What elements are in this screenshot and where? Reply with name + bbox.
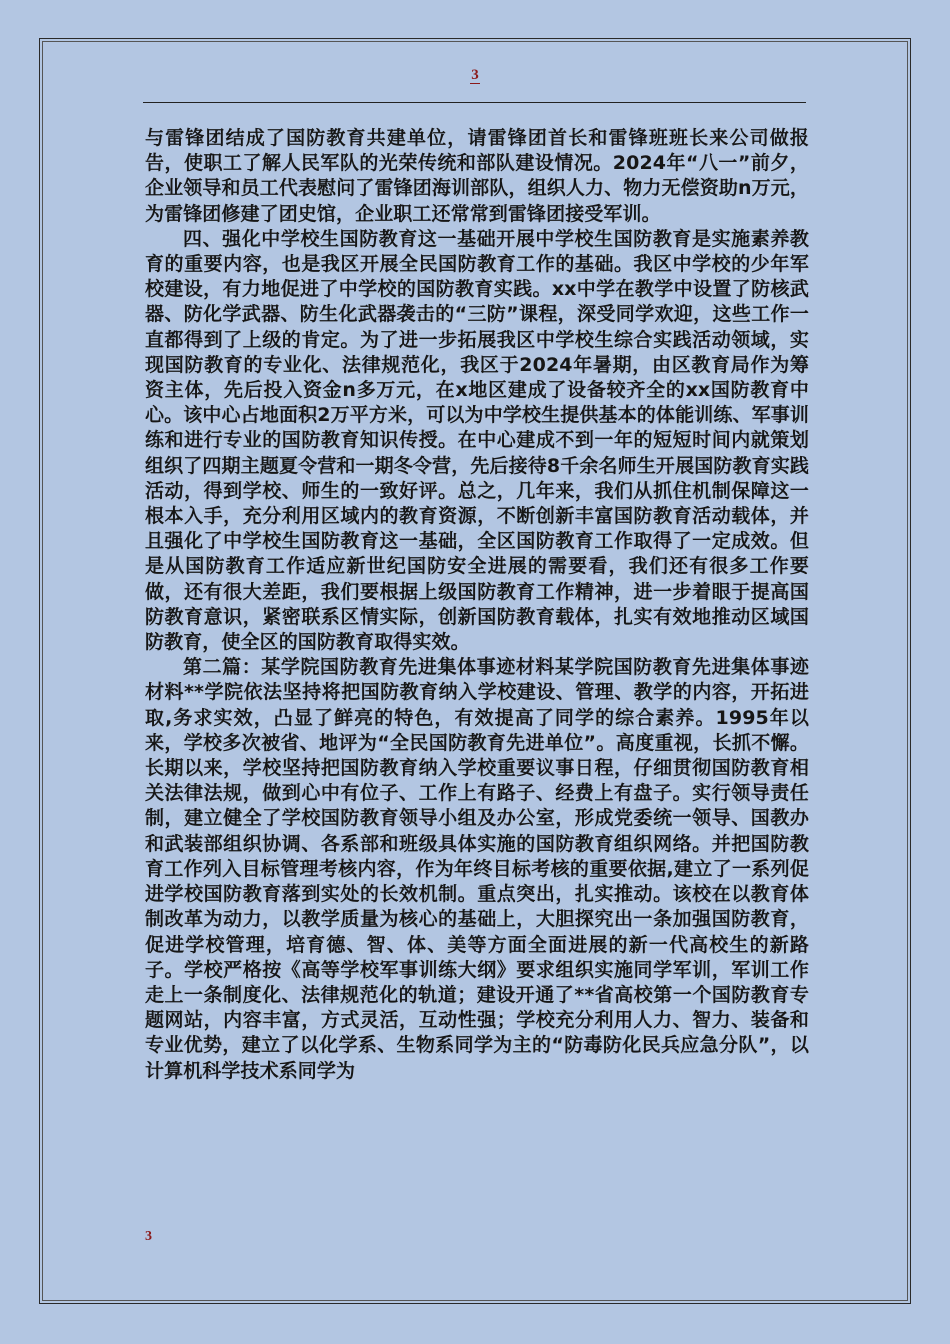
- paragraph-3: 第二篇：某学院国防教育先进集体事迹材料某学院国防教育先进集体事迹材料**学院依法坚持将把国防教育纳入学校建设、管理、教学的内容，开拓进取,务求实效，凸显了鲜亮的特色，有效提高了同学的综合素养。1995年以来，学校多次被省、地评为“全民国防教育先进单位”。高度重视，长抓不懈。长期以来，学校坚持把国防教育纳入学校重要议事日程，仔细贯彻国防教育相关法律法规，做到心中有位子、工作上有路子、经费上有盘子。实行领导责任制，建立健全了学校国防教育领导小组及办公室，形成党委统一领导、国教办和武装部组织协调、各系部和班级具体实施的国防教育组织网络。并把国防教育工作列入目标管理考核内容，作为年终目标考核的重要依据,建立了一系列促进学校国防教育落到实处的长效机制。重点突出，扎实推动。该校在以教育体制改革为动力，以教学质量为核心的基础上，大胆探究出一条加强国防教育，促进学校管理，培育德、智、体、美等方面全面进展的新一代高校生的新路子。学校严格按《高等学校军事训练大纲》要求组织实施同学军训，军训工作走上一条制度化、法律规范化的轨道；建设开通了**省高校第一个国防教育专题网站，内容丰富，方式灵活，互动性强；学校充分利用人力、智力、装备和专业优势，建立了以化学系、生物系同学为主的“防毒防化民兵应急分队”，以计算机科学技术系同学为: [145, 656, 809, 1082]
- header-page-number: [0, 66, 950, 84]
- footer-page-number: 3: [145, 1229, 152, 1244]
- paragraph-1: 与雷锋团结成了国防教育共建单位，请雷锋团首长和雷锋班班长来公司做报告，使职工了解人民军队的光荣传统和部队建设情况。2024年“八一”前夕，企业领导和员工代表慰问了雷锋团海训部队，组织人力、物力无偿资助n万元，为雷锋团修建了团史馆，企业职工还常常到雷锋团接受军训。: [145, 127, 809, 225]
- header-page-number-text: 3: [471, 67, 479, 83]
- paragraph-2: 四、强化中学校生国防教育这一基础开展中学校生国防教育是实施素养教育的重要内容，也是我区开展全民国防教育工作的基础。我区中学校的少年军校建设，有力地促进了中学校的国防教育实践。xx中学在教学中设置了防核武器、防化学武器、防生化武器袭击的“三防”课程，深受同学欢迎，这些工作一直都得到了上级的肯定。为了进一步拓展我区中学校生综合实践活动领域，实现国防教育的专业化、法律规范化，我区于2024年暑期，由区教育局作为筹资主体，先后投入资金n多万元，在x地区建成了设备较齐全的xx国防教育中心。该中心占地面积2万平方米，可以为中学校生提供基本的体能训练、军事训练和进行专业的国防教育知识传授。在中心建成不到一年的短短时间内就策划组织了四期主题夏令营和一期冬令营，先后接待8千余名师生开展国防教育实践活动，得到学校、师生的一致好评。总之，几年来，我们从抓住机制保障这一根本入手，充分利用区域内的教育资源，不断创新丰富国防教育活动载体，并且强化了中学校生国防教育这一基础，全区国防教育工作取得了一定成效。但是从国防教育工作适应新世纪国防安全进展的需要看，我们还有很多工作要做，还有很大差距，我们要根据上级国防教育工作精神，进一步着眼于提高国防教育意识，紧密联系区情实际，创新国防教育载体，扎实有效地推动区域国防教育，使全区的国防教育取得实效。: [145, 227, 809, 654]
- header-divider: [143, 102, 806, 103]
- document-body: [145, 126, 809, 1084]
